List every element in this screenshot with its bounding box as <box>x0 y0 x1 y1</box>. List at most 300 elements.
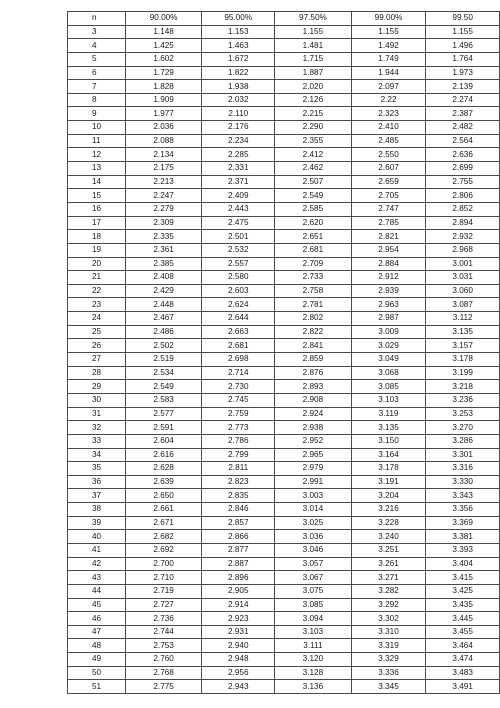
table-cell-value: 2.467 <box>125 312 202 326</box>
table-cell-value: 1.481 <box>275 39 352 53</box>
table-cell-value: 1.973 <box>426 66 500 80</box>
table-cell-n: 32 <box>68 421 126 435</box>
table-cell-value: 3.060 <box>426 284 500 298</box>
table-cell-n: 42 <box>68 557 126 571</box>
table-cell-value: 3.204 <box>351 489 426 503</box>
table-cell-value: 2.700 <box>125 557 202 571</box>
table-cell-value: 2.583 <box>125 393 202 407</box>
table-row <box>68 653 500 667</box>
table-cell-value: 2.956 <box>202 666 275 680</box>
table-cell-value: 2.628 <box>125 462 202 476</box>
table-cell-value: 3.136 <box>275 680 352 694</box>
table-cell-value: 3.057 <box>275 557 352 571</box>
table-cell-value: 2.699 <box>426 162 500 176</box>
table-cell-value: 2.604 <box>125 434 202 448</box>
table-row <box>68 530 500 544</box>
column-header-n: n <box>68 12 126 26</box>
table-cell-value: 3.094 <box>275 612 352 626</box>
table-cell-value: 3.103 <box>275 625 352 639</box>
table-cell-value: 2.032 <box>202 93 275 107</box>
table-cell-value: 1.944 <box>351 66 426 80</box>
table-cell-value: 2.682 <box>125 530 202 544</box>
table-cell-value: 2.905 <box>202 584 275 598</box>
table-cell-value: 3.316 <box>426 462 500 476</box>
table-cell-value: 2.785 <box>351 216 426 230</box>
table-cell-value: 1.155 <box>351 25 426 39</box>
table-cell-value: 2.134 <box>125 148 202 162</box>
table-cell-value: 2.577 <box>125 407 202 421</box>
table-cell-value: 2.550 <box>351 148 426 162</box>
table-cell-n: 29 <box>68 380 126 394</box>
table-cell-value: 1.729 <box>125 66 202 80</box>
table-cell-value: 2.176 <box>202 121 275 135</box>
table-cell-n: 26 <box>68 339 126 353</box>
table-cell-value: 2.331 <box>202 162 275 176</box>
table-cell-value: 2.841 <box>275 339 352 353</box>
table-row <box>68 407 500 421</box>
table-cell-value: 3.381 <box>426 530 500 544</box>
table-row <box>68 448 500 462</box>
table-cell-n: 17 <box>68 216 126 230</box>
table-row <box>68 353 500 367</box>
table-row <box>68 625 500 639</box>
table-cell-value: 2.335 <box>125 230 202 244</box>
table-cell-value: 2.624 <box>202 298 275 312</box>
table-row <box>68 257 500 271</box>
table-cell-n: 12 <box>68 148 126 162</box>
table-cell-n: 31 <box>68 407 126 421</box>
table-cell-n: 15 <box>68 189 126 203</box>
table-cell-value: 3.356 <box>426 503 500 517</box>
table-cell-value: 2.486 <box>125 325 202 339</box>
table-cell-value: 2.923 <box>202 612 275 626</box>
table-cell-value: 2.139 <box>426 80 500 94</box>
table-cell-value: 3.218 <box>426 380 500 394</box>
table-row <box>68 325 500 339</box>
table-row <box>68 339 500 353</box>
table-cell-value: 2.705 <box>351 189 426 203</box>
table-cell-value: 3.286 <box>426 434 500 448</box>
table-cell-value: 2.698 <box>202 353 275 367</box>
table-cell-value: 1.155 <box>426 25 500 39</box>
table-cell-n: 28 <box>68 366 126 380</box>
table-row <box>68 612 500 626</box>
table-cell-n: 38 <box>68 503 126 517</box>
table-cell-value: 2.532 <box>202 243 275 257</box>
table-cell-value: 2.866 <box>202 530 275 544</box>
table-cell-value: 2.290 <box>275 121 352 135</box>
table-cell-value: 2.215 <box>275 107 352 121</box>
table-cell-value: 2.507 <box>275 175 352 189</box>
table-cell-value: 1.909 <box>125 93 202 107</box>
table-cell-value: 3.301 <box>426 448 500 462</box>
table-cell-value: 2.719 <box>125 584 202 598</box>
table-cell-value: 3.343 <box>426 489 500 503</box>
table-row <box>68 475 500 489</box>
table-row <box>68 380 500 394</box>
table-cell-value: 1.492 <box>351 39 426 53</box>
table-cell-value: 2.914 <box>202 598 275 612</box>
table-row <box>68 107 500 121</box>
table-cell-value: 3.445 <box>426 612 500 626</box>
table-cell-value: 2.661 <box>125 503 202 517</box>
table-cell-value: 2.714 <box>202 366 275 380</box>
table-cell-value: 2.811 <box>202 462 275 476</box>
table-cell-value: 3.178 <box>426 353 500 367</box>
column-header-confidence: 90.00% <box>125 12 202 26</box>
table-cell-value: 2.894 <box>426 216 500 230</box>
table-cell-value: 3.240 <box>351 530 426 544</box>
table-cell-value: 2.482 <box>426 121 500 135</box>
table-cell-value: 3.261 <box>351 557 426 571</box>
table-cell-value: 3.085 <box>351 380 426 394</box>
table-cell-n: 7 <box>68 80 126 94</box>
table-row <box>68 639 500 653</box>
table-row <box>68 462 500 476</box>
table-cell-value: 2.462 <box>275 162 352 176</box>
table-cell-value: 2.931 <box>202 625 275 639</box>
table-cell-value: 1.822 <box>202 66 275 80</box>
table-cell-n: 39 <box>68 516 126 530</box>
table-cell-value: 1.887 <box>275 66 352 80</box>
table-cell-value: 2.636 <box>426 148 500 162</box>
table-row <box>68 312 500 326</box>
table-cell-value: 2.549 <box>275 189 352 203</box>
table-cell-value: 2.247 <box>125 189 202 203</box>
table-row <box>68 503 500 517</box>
table-cell-n: 30 <box>68 393 126 407</box>
table-cell-value: 3.029 <box>351 339 426 353</box>
table-cell-value: 2.768 <box>125 666 202 680</box>
table-cell-n: 50 <box>68 666 126 680</box>
table-cell-value: 3.464 <box>426 639 500 653</box>
table-cell-value: 3.135 <box>426 325 500 339</box>
table-cell-value: 2.274 <box>426 93 500 107</box>
table-cell-value: 2.773 <box>202 421 275 435</box>
table-cell-n: 40 <box>68 530 126 544</box>
table-cell-value: 2.519 <box>125 353 202 367</box>
table-cell-value: 2.644 <box>202 312 275 326</box>
table-cell-value: 2.475 <box>202 216 275 230</box>
table-cell-value: 3.068 <box>351 366 426 380</box>
table-cell-value: 2.534 <box>125 366 202 380</box>
table-cell-value: 3.435 <box>426 598 500 612</box>
table-cell-n: 8 <box>68 93 126 107</box>
table-cell-n: 44 <box>68 584 126 598</box>
table-cell-value: 2.355 <box>275 134 352 148</box>
table-row <box>68 584 500 598</box>
table-cell-value: 2.755 <box>426 175 500 189</box>
table-cell-value: 3.228 <box>351 516 426 530</box>
column-header-confidence: 99.50 <box>426 12 500 26</box>
table-cell-value: 2.409 <box>202 189 275 203</box>
table-row <box>68 202 500 216</box>
table-cell-value: 2.991 <box>275 475 352 489</box>
column-header-confidence: 95.00% <box>202 12 275 26</box>
table-cell-n: 49 <box>68 653 126 667</box>
table-cell-value: 2.758 <box>275 284 352 298</box>
table-cell-value: 2.681 <box>275 243 352 257</box>
table-cell-value: 2.175 <box>125 162 202 176</box>
table-cell-value: 2.443 <box>202 202 275 216</box>
table-cell-value: 2.410 <box>351 121 426 135</box>
table-cell-value: 2.952 <box>275 434 352 448</box>
table-cell-n: 20 <box>68 257 126 271</box>
table-cell-n: 9 <box>68 107 126 121</box>
table-cell-value: 3.001 <box>426 257 500 271</box>
table-cell-value: 2.857 <box>202 516 275 530</box>
table-cell-value: 2.591 <box>125 421 202 435</box>
table-cell-value: 3.329 <box>351 653 426 667</box>
table-cell-value: 2.948 <box>202 653 275 667</box>
table-cell-value: 2.412 <box>275 148 352 162</box>
table-cell-value: 1.672 <box>202 52 275 66</box>
table-cell-value: 2.585 <box>275 202 352 216</box>
table-cell-value: 3.393 <box>426 543 500 557</box>
table-cell-value: 2.681 <box>202 339 275 353</box>
table-cell-value: 2.692 <box>125 543 202 557</box>
table-cell-value: 3.369 <box>426 516 500 530</box>
table-cell-value: 2.908 <box>275 393 352 407</box>
table-cell-value: 2.730 <box>202 380 275 394</box>
table-cell-value: 3.236 <box>426 393 500 407</box>
table-cell-n: 34 <box>68 448 126 462</box>
table-cell-value: 2.580 <box>202 271 275 285</box>
table-cell-n: 46 <box>68 612 126 626</box>
table-cell-value: 2.939 <box>351 284 426 298</box>
table-cell-value: 1.977 <box>125 107 202 121</box>
table-cell-value: 1.496 <box>426 39 500 53</box>
table-cell-value: 2.806 <box>426 189 500 203</box>
table-cell-value: 3.087 <box>426 298 500 312</box>
table-cell-value: 3.483 <box>426 666 500 680</box>
table-cell-value: 3.199 <box>426 366 500 380</box>
table-cell-value: 2.097 <box>351 80 426 94</box>
table-cell-value: 1.749 <box>351 52 426 66</box>
table-cell-value: 2.968 <box>426 243 500 257</box>
critical-values-table <box>67 11 500 694</box>
table-cell-value: 2.088 <box>125 134 202 148</box>
table-cell-value: 2.965 <box>275 448 352 462</box>
table-cell-value: 2.650 <box>125 489 202 503</box>
column-header-confidence: 97.50% <box>275 12 352 26</box>
table-cell-value: 3.310 <box>351 625 426 639</box>
table-body <box>68 25 500 693</box>
table-cell-value: 2.924 <box>275 407 352 421</box>
table-row <box>68 148 500 162</box>
table-cell-n: 5 <box>68 52 126 66</box>
table-cell-value: 2.671 <box>125 516 202 530</box>
table-cell-n: 37 <box>68 489 126 503</box>
table-cell-value: 2.822 <box>275 325 352 339</box>
table-cell-value: 3.270 <box>426 421 500 435</box>
table-cell-value: 2.893 <box>275 380 352 394</box>
table-cell-value: 3.302 <box>351 612 426 626</box>
table-cell-value: 2.279 <box>125 202 202 216</box>
table-cell-value: 2.234 <box>202 134 275 148</box>
table-cell-value: 2.309 <box>125 216 202 230</box>
table-cell-n: 14 <box>68 175 126 189</box>
table-cell-value: 3.404 <box>426 557 500 571</box>
table-cell-value: 3.251 <box>351 543 426 557</box>
table-cell-n: 22 <box>68 284 126 298</box>
table-cell-value: 3.336 <box>351 666 426 680</box>
table-row <box>68 93 500 107</box>
table-row <box>68 489 500 503</box>
table-cell-value: 2.371 <box>202 175 275 189</box>
table-cell-value: 3.345 <box>351 680 426 694</box>
table-cell-value: 3.253 <box>426 407 500 421</box>
table-row <box>68 25 500 39</box>
table-cell-value: 2.802 <box>275 312 352 326</box>
table-cell-value: 2.603 <box>202 284 275 298</box>
table-row <box>68 680 500 694</box>
table-cell-value: 2.501 <box>202 230 275 244</box>
table-cell-value: 3.025 <box>275 516 352 530</box>
table-header-row <box>68 12 500 26</box>
table-cell-value: 2.557 <box>202 257 275 271</box>
table-row <box>68 80 500 94</box>
table-cell-value: 2.736 <box>125 612 202 626</box>
table-cell-value: 3.031 <box>426 271 500 285</box>
table-cell-value: 2.710 <box>125 571 202 585</box>
table-cell-value: 3.415 <box>426 571 500 585</box>
table-row <box>68 571 500 585</box>
table-cell-value: 3.128 <box>275 666 352 680</box>
table-cell-value: 2.932 <box>426 230 500 244</box>
table-cell-value: 2.744 <box>125 625 202 639</box>
table-cell-value: 2.385 <box>125 257 202 271</box>
table-cell-value: 1.155 <box>275 25 352 39</box>
table-cell-n: 51 <box>68 680 126 694</box>
table-cell-n: 19 <box>68 243 126 257</box>
table-cell-value: 2.745 <box>202 393 275 407</box>
table-row <box>68 189 500 203</box>
column-header-confidence: 99.00% <box>351 12 426 26</box>
table-cell-value: 3.191 <box>351 475 426 489</box>
table-cell-n: 10 <box>68 121 126 135</box>
table-cell-value: 2.987 <box>351 312 426 326</box>
table-row <box>68 175 500 189</box>
table-cell-value: 2.620 <box>275 216 352 230</box>
table-cell-value: 2.607 <box>351 162 426 176</box>
table-cell-value: 2.213 <box>125 175 202 189</box>
table-cell-value: 2.940 <box>202 639 275 653</box>
table-cell-value: 2.912 <box>351 271 426 285</box>
table-cell-value: 2.733 <box>275 271 352 285</box>
table-cell-value: 3.178 <box>351 462 426 476</box>
table-cell-value: 3.075 <box>275 584 352 598</box>
table-cell-value: 2.781 <box>275 298 352 312</box>
table-row <box>68 134 500 148</box>
table-cell-n: 25 <box>68 325 126 339</box>
table-row <box>68 298 500 312</box>
table-cell-value: 3.474 <box>426 653 500 667</box>
table-cell-value: 3.425 <box>426 584 500 598</box>
table-row <box>68 271 500 285</box>
table-cell-value: 3.455 <box>426 625 500 639</box>
table-cell-value: 2.896 <box>202 571 275 585</box>
table-cell-value: 2.943 <box>202 680 275 694</box>
table-cell-value: 2.036 <box>125 121 202 135</box>
table-cell-value: 2.979 <box>275 462 352 476</box>
table-row <box>68 66 500 80</box>
table-cell-value: 3.014 <box>275 503 352 517</box>
table-row <box>68 230 500 244</box>
table-row <box>68 284 500 298</box>
table-cell-value: 3.036 <box>275 530 352 544</box>
table-cell-value: 2.22 <box>351 93 426 107</box>
table-row <box>68 243 500 257</box>
table-row <box>68 121 500 135</box>
table-cell-n: 23 <box>68 298 126 312</box>
table-cell-value: 1.764 <box>426 52 500 66</box>
table-cell-value: 1.148 <box>125 25 202 39</box>
table-cell-value: 3.003 <box>275 489 352 503</box>
table-cell-value: 2.387 <box>426 107 500 121</box>
table-cell-value: 2.821 <box>351 230 426 244</box>
table-cell-value: 3.067 <box>275 571 352 585</box>
table-cell-value: 2.485 <box>351 134 426 148</box>
table-cell-value: 2.963 <box>351 298 426 312</box>
table-cell-value: 3.112 <box>426 312 500 326</box>
table-row <box>68 543 500 557</box>
table-cell-value: 2.639 <box>125 475 202 489</box>
table-cell-value: 3.135 <box>351 421 426 435</box>
table-cell-value: 3.216 <box>351 503 426 517</box>
table-cell-n: 45 <box>68 598 126 612</box>
table-cell-value: 2.616 <box>125 448 202 462</box>
table-cell-value: 3.164 <box>351 448 426 462</box>
table-cell-n: 18 <box>68 230 126 244</box>
table-cell-value: 2.709 <box>275 257 352 271</box>
table-cell-value: 2.760 <box>125 653 202 667</box>
table-row <box>68 216 500 230</box>
table-cell-value: 2.659 <box>351 175 426 189</box>
table-cell-value: 3.292 <box>351 598 426 612</box>
table-cell-n: 4 <box>68 39 126 53</box>
table-cell-value: 1.828 <box>125 80 202 94</box>
table-cell-value: 3.119 <box>351 407 426 421</box>
table-cell-value: 2.877 <box>202 543 275 557</box>
table-cell-value: 2.126 <box>275 93 352 107</box>
table-cell-value: 2.747 <box>351 202 426 216</box>
table-cell-value: 2.852 <box>426 202 500 216</box>
table-cell-value: 2.846 <box>202 503 275 517</box>
table-cell-value: 3.103 <box>351 393 426 407</box>
table-cell-value: 1.153 <box>202 25 275 39</box>
table-cell-value: 2.564 <box>426 134 500 148</box>
table-row <box>68 666 500 680</box>
table-cell-value: 3.111 <box>275 639 352 653</box>
table-cell-value: 3.271 <box>351 571 426 585</box>
table-row <box>68 516 500 530</box>
table-cell-n: 47 <box>68 625 126 639</box>
table-cell-n: 13 <box>68 162 126 176</box>
table-cell-value: 2.759 <box>202 407 275 421</box>
table-cell-value: 2.110 <box>202 107 275 121</box>
table-cell-value: 2.429 <box>125 284 202 298</box>
table-cell-value: 1.602 <box>125 52 202 66</box>
table-cell-value: 2.876 <box>275 366 352 380</box>
table-cell-value: 1.425 <box>125 39 202 53</box>
table-cell-n: 41 <box>68 543 126 557</box>
table-cell-value: 3.046 <box>275 543 352 557</box>
table-cell-value: 2.786 <box>202 434 275 448</box>
table-cell-n: 16 <box>68 202 126 216</box>
table-row <box>68 421 500 435</box>
table-cell-value: 2.323 <box>351 107 426 121</box>
